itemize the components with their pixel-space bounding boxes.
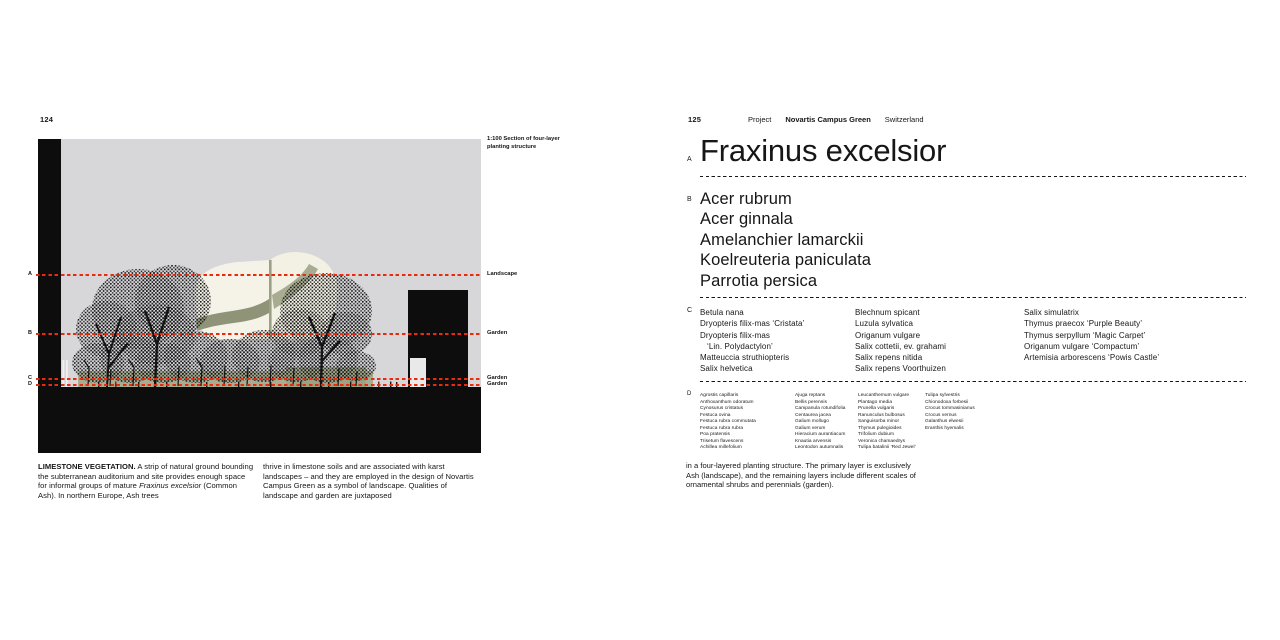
section-d-column-2 bbox=[795, 393, 855, 452]
caption-column-2: thrive in limestone soils and are associated with karst landscapes – and they are employed in the design of Novartis Campus Green as a symbol of landscape. Qualities of landscape and garden are juxtaposed bbox=[263, 462, 474, 501]
layer-line-d bbox=[36, 384, 482, 386]
caption-column-1 bbox=[38, 462, 256, 501]
section-c-letter: C bbox=[687, 307, 693, 314]
plant-name: Ajuga reptans bbox=[795, 393, 826, 398]
caption-text-1: A strip of natural ground bounding the subterranean auditorium and site provides enough space for informal groups of mature bbox=[38, 462, 254, 491]
plant-name: Knautia arvensis bbox=[795, 438, 832, 444]
plant-name: Salix repens nitida bbox=[855, 353, 923, 363]
plant-name: Festuca rubra rubra bbox=[700, 425, 744, 431]
layer-letter-a: A bbox=[28, 271, 32, 277]
plant-name: Tulipa batalinii ‘Red Jewel’ bbox=[858, 445, 916, 451]
plant-name: Origanum vulgare bbox=[855, 330, 921, 340]
section-b-list bbox=[700, 189, 871, 291]
plant-name: Sanguisorba minor bbox=[858, 419, 900, 425]
plant-name: Trifolium dubium bbox=[858, 432, 895, 438]
plant-name: Festuca rubra commutata bbox=[700, 419, 756, 425]
plant-name: Veronica chamaedrys bbox=[858, 438, 906, 444]
section-drawing bbox=[38, 139, 481, 453]
plant-name: Thymus pulegioides bbox=[858, 425, 902, 431]
layer-letter-c: C bbox=[28, 374, 32, 381]
plant-name: Thymus praecox ‘Purple Beauty’ bbox=[1024, 319, 1143, 329]
plant-name: Thymus serpyllum ‘Magic Carpet’ bbox=[1024, 330, 1146, 340]
section-c-column-3 bbox=[1024, 307, 1204, 363]
plant-name: Eranthis hyemalis bbox=[925, 425, 964, 431]
plant-name: ‘Lin. Polydactylon’ bbox=[700, 341, 773, 351]
section-d-column-3 bbox=[858, 393, 922, 452]
layer-label-garden-d: Garden bbox=[487, 380, 508, 387]
plant-name: Festuca ovina bbox=[700, 412, 731, 418]
plant-name: Luzula sylvatica bbox=[855, 319, 914, 329]
section-c-column-1 bbox=[700, 307, 852, 375]
plant-name: Amelanchier lamarckii bbox=[700, 230, 864, 249]
dashed-separator-1 bbox=[700, 176, 1246, 177]
section-b-letter: B bbox=[687, 196, 692, 203]
plant-name: Bellis perennis bbox=[795, 399, 827, 405]
layer-label-garden-b: Garden bbox=[487, 330, 508, 336]
plant-name: Koelreuteria paniculata bbox=[700, 251, 872, 270]
section-c-column-2 bbox=[855, 307, 1020, 375]
plant-name: Salix simulatrix bbox=[1024, 308, 1079, 317]
plant-name: Galanthus elwesii bbox=[925, 419, 964, 425]
layer-letter-b: B bbox=[28, 330, 32, 336]
plant-name: Agrostis capillaris bbox=[700, 393, 739, 398]
plant-name: Salix helvetica bbox=[700, 364, 753, 374]
plant-name: Dryopteris filix-mas ‘Cristata’ bbox=[700, 319, 805, 329]
section-a-title: Fraxinus excelsior bbox=[700, 133, 947, 168]
plant-name: Acer rubrum bbox=[700, 190, 792, 208]
section-d-column-4 bbox=[925, 393, 985, 432]
plant-name: Galium mollugo bbox=[795, 419, 830, 425]
plant-name: Plantago media bbox=[858, 399, 893, 405]
plant-name: Campanula rotundifolia bbox=[795, 406, 846, 412]
section-drawing-art bbox=[38, 139, 481, 453]
plant-name: Galium verum bbox=[795, 425, 826, 431]
plant-name: Trisetum flavescens bbox=[700, 438, 744, 444]
layer-line-a bbox=[36, 274, 482, 276]
plant-name: Crocus vernus bbox=[925, 412, 957, 418]
plant-name: Origanum vulgare ‘Compactum’ bbox=[1024, 341, 1140, 351]
plant-name: Dryopteris filix-mas bbox=[700, 330, 771, 340]
caption-text-2: (Common Ash). In northern Europe, Ash trees bbox=[38, 481, 238, 501]
running-head-label: Project bbox=[748, 115, 772, 124]
dashed-separator-2 bbox=[700, 297, 1246, 298]
running-head-country: Switzerland bbox=[884, 115, 924, 124]
left-page-number: 124 bbox=[40, 115, 54, 124]
plant-name: Tulipa sylvestris bbox=[925, 393, 960, 398]
layer-letter-d: D bbox=[28, 380, 32, 387]
plant-name: Chionodoxa forbesii bbox=[925, 399, 969, 405]
dashed-separator-3 bbox=[700, 381, 1246, 382]
plant-name: Crocus tommasinianus bbox=[925, 406, 975, 412]
caption-species-italic: Fraxinus excelsior bbox=[139, 481, 202, 491]
layer-line-c bbox=[36, 378, 482, 380]
section-d-letter: D bbox=[687, 391, 692, 397]
plant-name: Achillea millefolium bbox=[700, 445, 742, 451]
plant-name: Leontodon autumnalis bbox=[795, 445, 844, 451]
plant-name: Parrotia persica bbox=[700, 271, 818, 290]
running-head bbox=[748, 115, 924, 124]
plant-name: Cynosurus cristatus bbox=[700, 406, 744, 412]
plant-name: Poa pratensis bbox=[700, 432, 730, 438]
section-a-letter: A bbox=[687, 156, 692, 163]
section-d-column-1 bbox=[700, 393, 788, 452]
plant-name: Acer ginnala bbox=[700, 210, 793, 229]
plant-name: Centaurea jacea bbox=[795, 412, 831, 418]
plant-name: Anthoxanthum odoratum bbox=[700, 399, 754, 405]
plant-name: Prunella vulgaris bbox=[858, 406, 895, 412]
right-page-number: 125 bbox=[688, 115, 702, 124]
plant-name: Matteuccia struthiopteris bbox=[700, 353, 790, 363]
layer-label-landscape: Landscape bbox=[487, 271, 518, 277]
layer-line-b bbox=[36, 333, 482, 335]
running-head-project: Novartis Campus Green bbox=[785, 115, 871, 124]
plant-name: Salix cottetii, ev. grahami bbox=[855, 341, 947, 351]
figure-caption: 1:100 Section of four-layer planting structure bbox=[487, 136, 560, 150]
caption-lead: LIMESTONE VEGETATION. bbox=[38, 462, 136, 471]
layer-label-garden-c: Garden bbox=[487, 374, 508, 381]
plant-name: Blechnum spicant bbox=[855, 308, 920, 317]
closing-paragraph: in a four-layered planting structure. The primary layer is exclusively Ash (landscape), and the remaining layers include different scales of ornamental shrubs and perennials (garden). bbox=[686, 461, 916, 490]
plant-name: Salix repens Voorthuizen bbox=[855, 364, 946, 374]
plant-name: Ranunculus bulbosus bbox=[858, 412, 905, 418]
plant-name: Artemisia arborescens ‘Powis Castle’ bbox=[1024, 353, 1160, 363]
plant-name: Leucanthemum vulgare bbox=[858, 393, 910, 398]
plant-name: Betula nana bbox=[700, 308, 744, 317]
plant-name: Hieracium aurantiacum bbox=[795, 432, 846, 438]
